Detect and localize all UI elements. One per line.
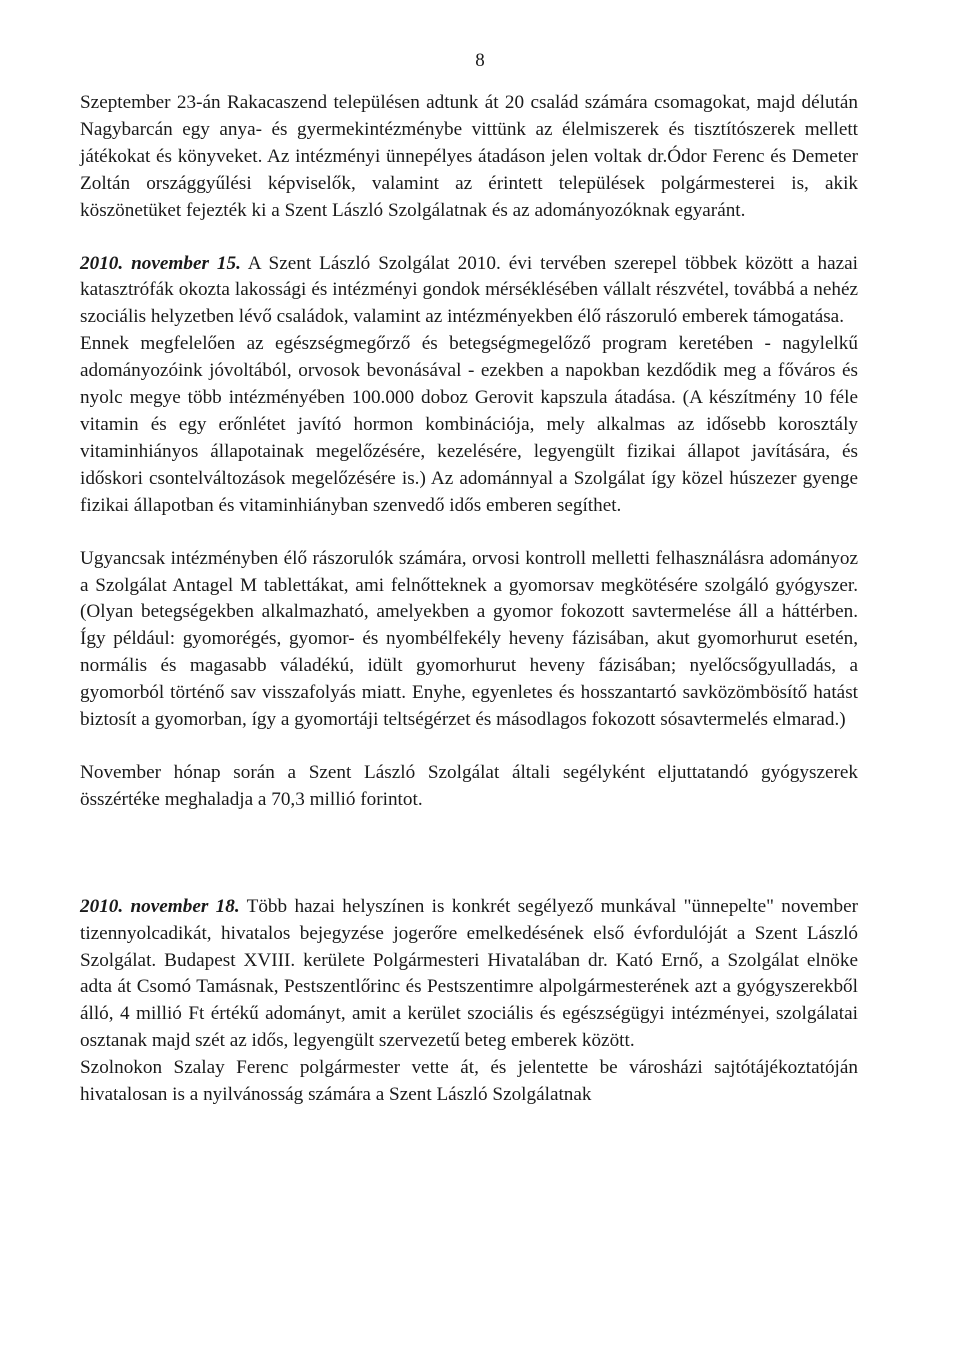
paragraph-rakacaszend: Szeptember 23-án Rakacaszend településen adtunk át 20 család számára csomagokat, majd délután Nagybarcán egy anya- és gyermekintézménybe vittünk az élelmiszerek és tisztítószerek mellett játékokat és könyveket. Az intézményi ünnepélyes átadáson jelen voltak dr.Ódor Ferenc és Demeter Zoltán országgyűlési képviselők, valamint az érintett települések polgármesterei is, akik köszönetüket fejezték ki a Szent László Szolgálatnak és az adományozóknak egyaránt.: [80, 92, 858, 221]
date-november-15: 2010. november 15.: [80, 252, 241, 274]
paragraph-gerovit: Ennek megfelelően az egészségmegőrző és betegségmegelőző program keretében - nagylelkű adományozóink jóvoltából, orvosok bevonásával - ezekben a napokban kezdődik meg a főváros és nyolc megye több intézményében 100.000 doboz Gerovit kapszula átadása. (A készítmény 10 féle vitamin és egy erőnlétet javító hormon kombinációja, mely alkalmas az idősebb korosztály vitaminhiányos állapotainak megelőzésére, kezelésére, legyengült fizikai állapot javítására, és időskori csontelváltozások megelőzésére is.) Az adománnyal a Szolgálat így közel húszezer gyenge fizikai állapotban és vitaminhiányban szenvedő idős emberen segíthet.: [80, 333, 858, 516]
paragraph-november-15-text: A Szent László Szolgálat 2010. évi tervében szerepel többek között a hazai katasztrófák okozta lakossági és intézményi gondok mérséklésében vállalt részvétel, továbbá a nehéz szociális helyzetben lévő családok, valamint az intézményekben élő rászoruló emberek támogatása.: [80, 252, 859, 328]
paragraph-antagel: Ugyancsak intézményben élő rászorulók számára, orvosi kontroll melletti felhasználásra adományoz a Szolgálat Antagel M tablettákat, ami felnőtteknek a gyomorsav megkötésére szolgáló gyógyszer. (Olyan betegségekben alkalmazható, amelyekben a gyomor fokozott savtermelése áll a háttérben. Így például: gyomorégés, gyomor- és nyombélfekély heveny fázisában, akut gyomorhurut esetén, normális és magasabb váladékú, idült gyomorhurut heveny fázisában; nyelőcsőgyulladás, a gyomorból történő sav visszafolyás miatt. Enyhe, egyenletes és hosszantartó savközömbösítő hatást biztosít a gyomorban, így a gyomortáji teltségérzet és másodlagos fokozott sósavtermelés elmarad.): [80, 547, 858, 731]
paragraph-november-18: [80, 894, 858, 1055]
paragraph-november-total: November hónap során a Szent László Szolgálat általi segélyként eljuttatandó gyógyszerek összértéke meghaladja a 70,3 millió forintot.: [80, 761, 858, 810]
paragraph-november-18-text: Több hazai helyszínen is konkrét segélyező munkával "ünnepelte" november tizennyolcadikát, hivatalos bejegyzése jogerőre emelkedésének első évfordulóját a Szent László Szolgálat. Budapest XVIII. kerülete Polgármesteri Hivatalában dr. Kató Ernő, a Szolgálat elnöke adta át Csomó Tamásnak, Pestszentlőrinc és Pestszentimre alpolgármesterének azt a gyógyszerekből álló, 4 millió Ft értékű adományt, amit a kerület szociális és egészségügyi intézményei, szolgálatai osztanak majd szét az idős, legyengült szervezetű beteg emberek között.: [80, 895, 858, 1052]
paragraph-szolnok: Szolnokon Szalay Ferenc polgármester vette át, és jelentette be városházi sajtótájékoztatóján hivatalosan is a nyilvánosság számára a Szent László Szolgálatnak: [80, 1057, 858, 1106]
date-november-18: 2010. november 18.: [80, 895, 240, 917]
page-number: 8: [475, 50, 485, 71]
document-body: [80, 90, 858, 1109]
paragraph-november-15: [80, 251, 858, 332]
